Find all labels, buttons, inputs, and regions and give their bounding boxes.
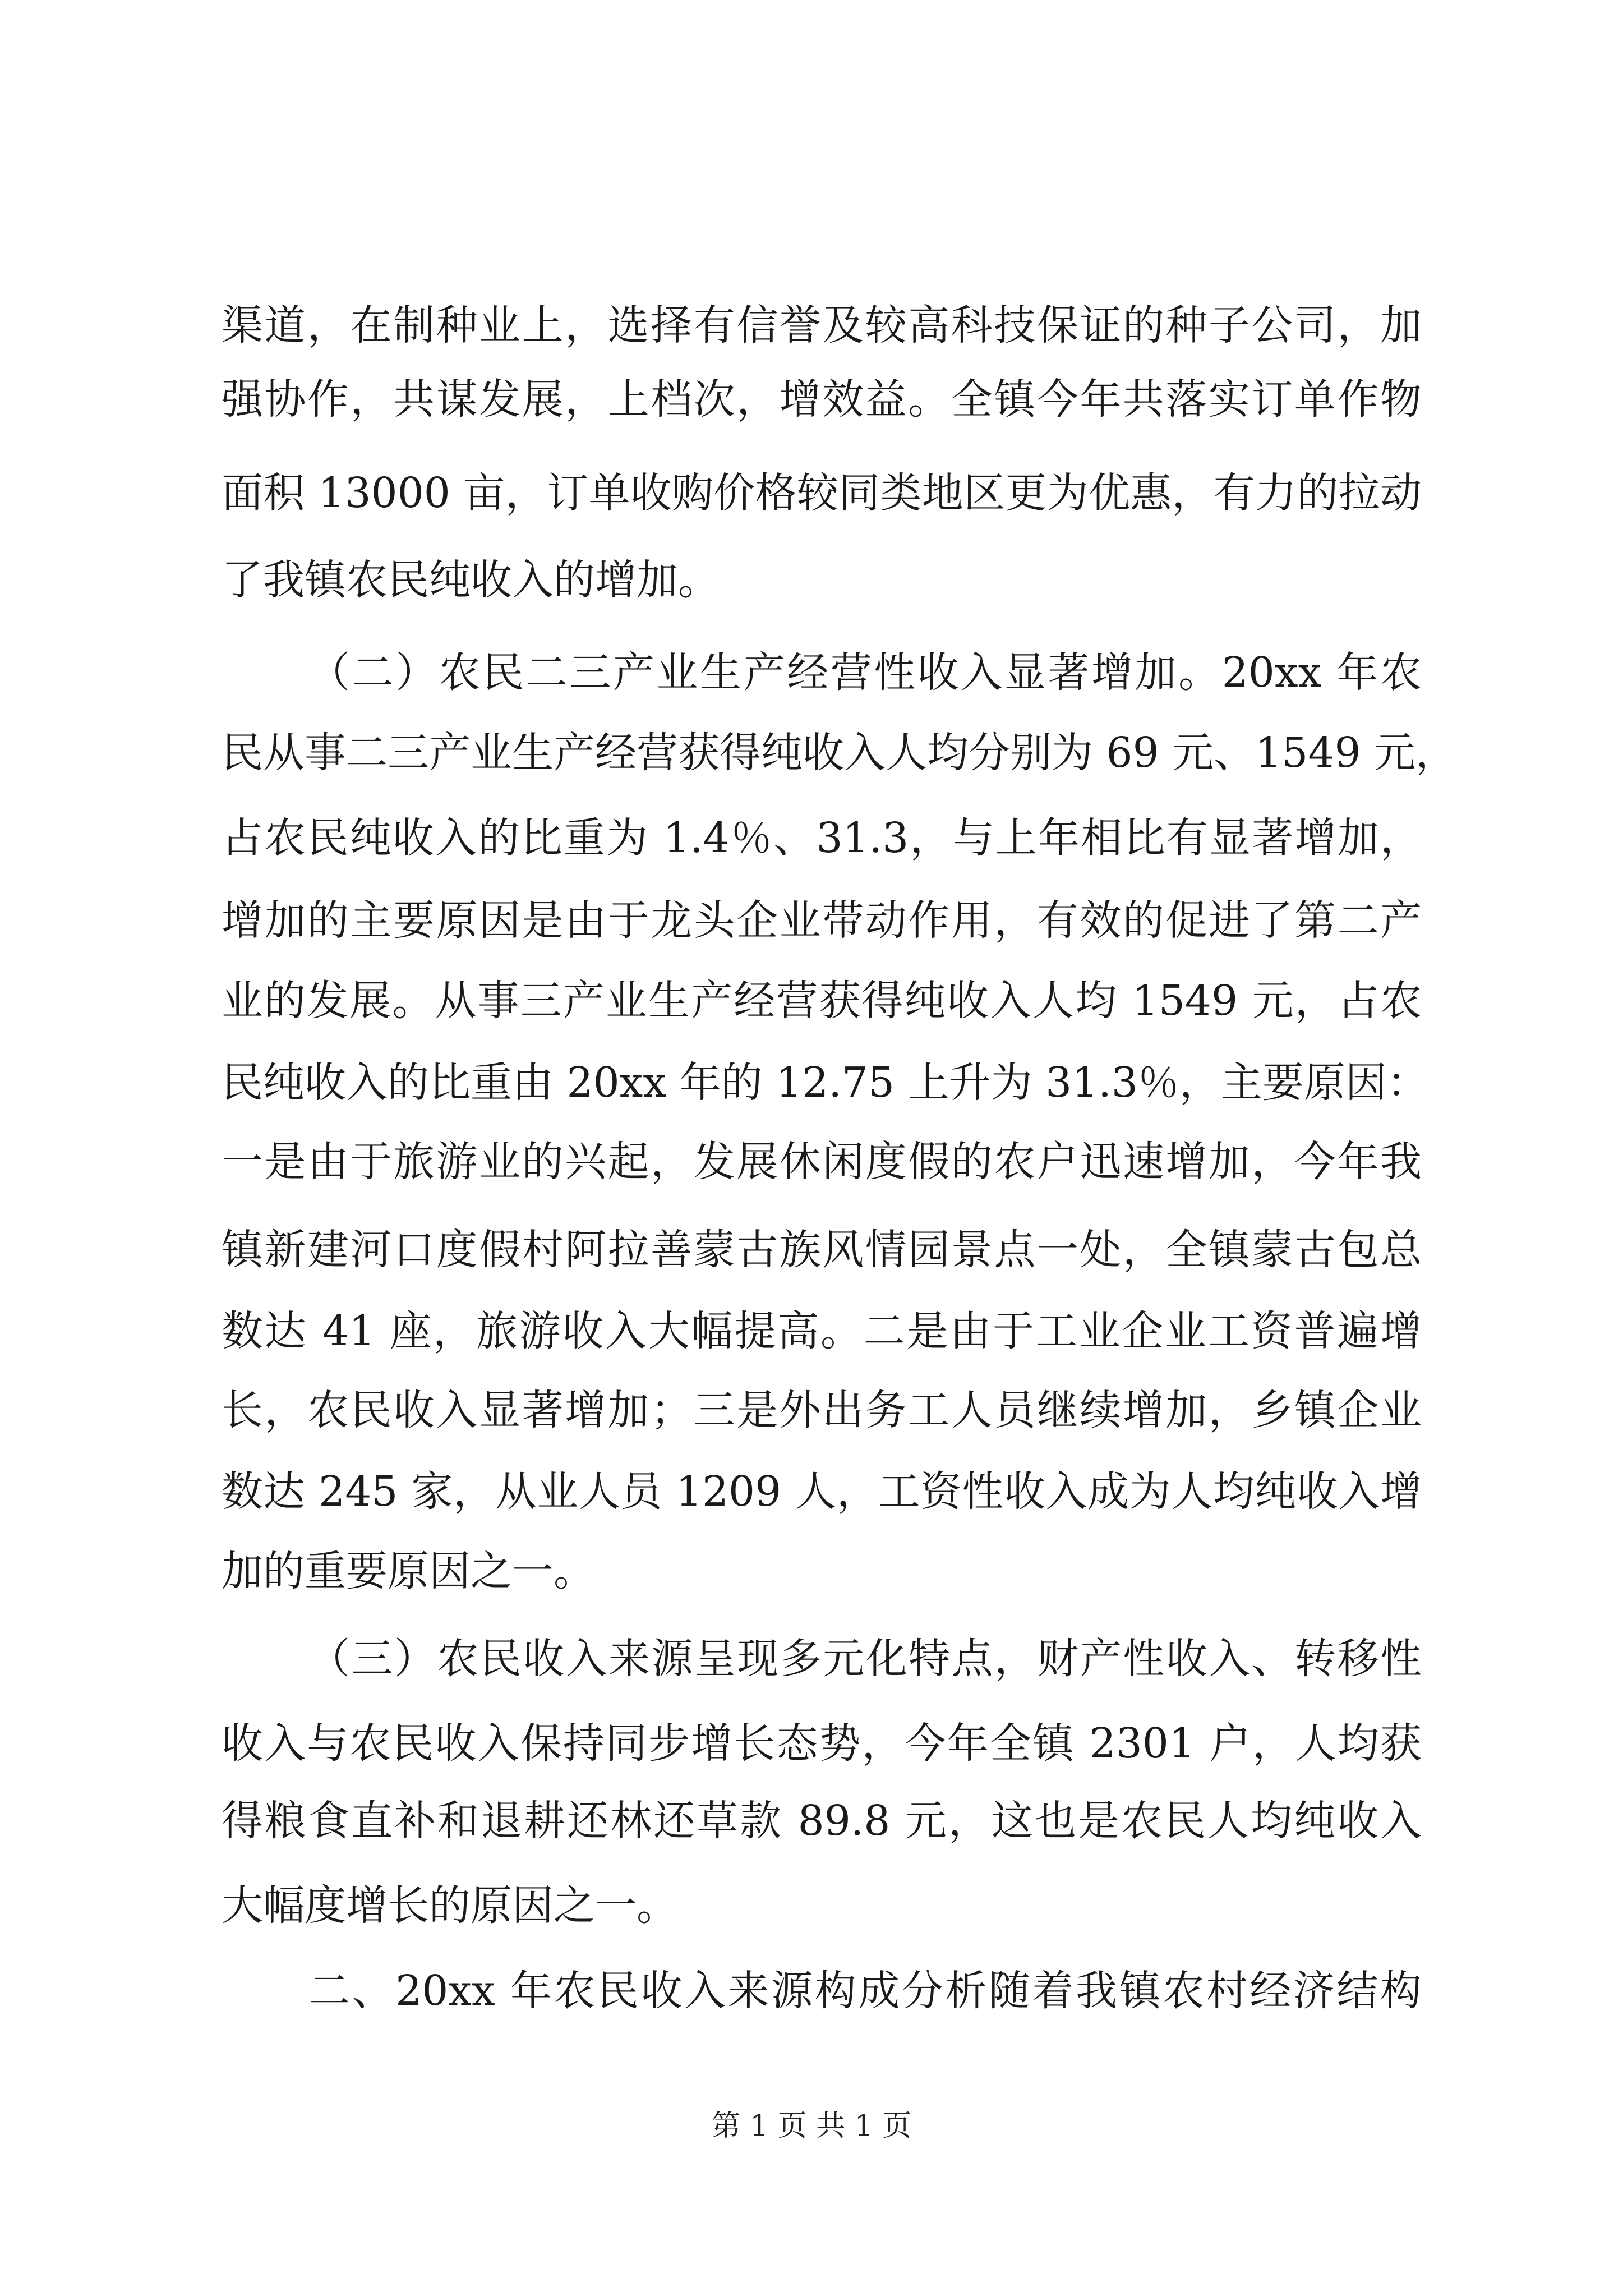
paragraph-1-line-3: 面积 13000 亩，订单收购价格较同类地区更为优惠，有力的拉动	[222, 469, 1422, 517]
paragraph-2-line-3: 占农民纯收入的比重为 1.4％、31.3，与上年相比有显著增加，	[222, 814, 1422, 862]
paragraph-1-line-1: 渠道，在制种业上，选择有信誉及较高科技保证的种子公司，加	[222, 301, 1422, 349]
paragraph-2-line-6: 民纯收入的比重由 20xx 年的 12.75 上升为 31.3％，主要原因：	[222, 1059, 1428, 1107]
paragraph-1-line-4: 了我镇农民纯收入的增加。	[222, 556, 720, 604]
paragraph-2-line-4: 增加的主要原因是由于龙头企业带动作用，有效的促进了第二产	[222, 896, 1422, 945]
paragraph-2-line-10: 长，农民收入显著增加；三是外出务工人员继续增加，乡镇企业	[222, 1386, 1422, 1434]
page-footer: 第 1 页 共 1 页	[711, 2109, 912, 2143]
paragraph-2-line-9: 数达 41 座，旅游收入大幅提高。二是由于工业企业工资普遍增	[222, 1307, 1422, 1355]
paragraph-2-line-12: 加的重要原因之一。	[222, 1547, 595, 1595]
paragraph-2-line-1: （二）农民二三产业生产经营性收入显著增加。20xx 年农	[308, 648, 1422, 697]
paragraph-3-line-1: （三）农民收入来源呈现多元化特点，财产性收入、转移性	[308, 1635, 1422, 1683]
paragraph-2-line-2: 民从事二三产业生产经营获得纯收入人均分别为 69 元、1549 元，	[222, 729, 1458, 777]
paragraph-1-line-2: 强协作，共谋发展，上档次，增效益。全镇今年共落实订单作物	[222, 375, 1422, 424]
paragraph-2-line-5: 业的发展。从事三产业生产经营获得纯收入人均 1549 元，占农	[222, 977, 1422, 1025]
paragraph-2-line-7: 一是由于旅游业的兴起，发展休闲度假的农户迅速增加，今年我	[222, 1138, 1422, 1186]
section-heading-line: 二、20xx 年农民收入来源构成分析随着我镇农村经济结构	[308, 1967, 1422, 2015]
paragraph-2-line-8: 镇新建河口度假村阿拉善蒙古族风情园景点一处，全镇蒙古包总	[222, 1226, 1422, 1274]
paragraph-3-line-4: 大幅度增长的原因之一。	[222, 1881, 678, 1930]
paragraph-2-line-11: 数达 245 家，从业人员 1209 人，工资性收入成为人均纯收入增	[222, 1467, 1422, 1516]
paragraph-3-line-2: 收入与农民收入保持同步增长态势，今年全镇 2301 户，人均获	[222, 1719, 1422, 1768]
paragraph-3-line-3: 得粮食直补和退耕还林还草款 89.8 元，这也是农民人均纯收入	[222, 1797, 1422, 1845]
